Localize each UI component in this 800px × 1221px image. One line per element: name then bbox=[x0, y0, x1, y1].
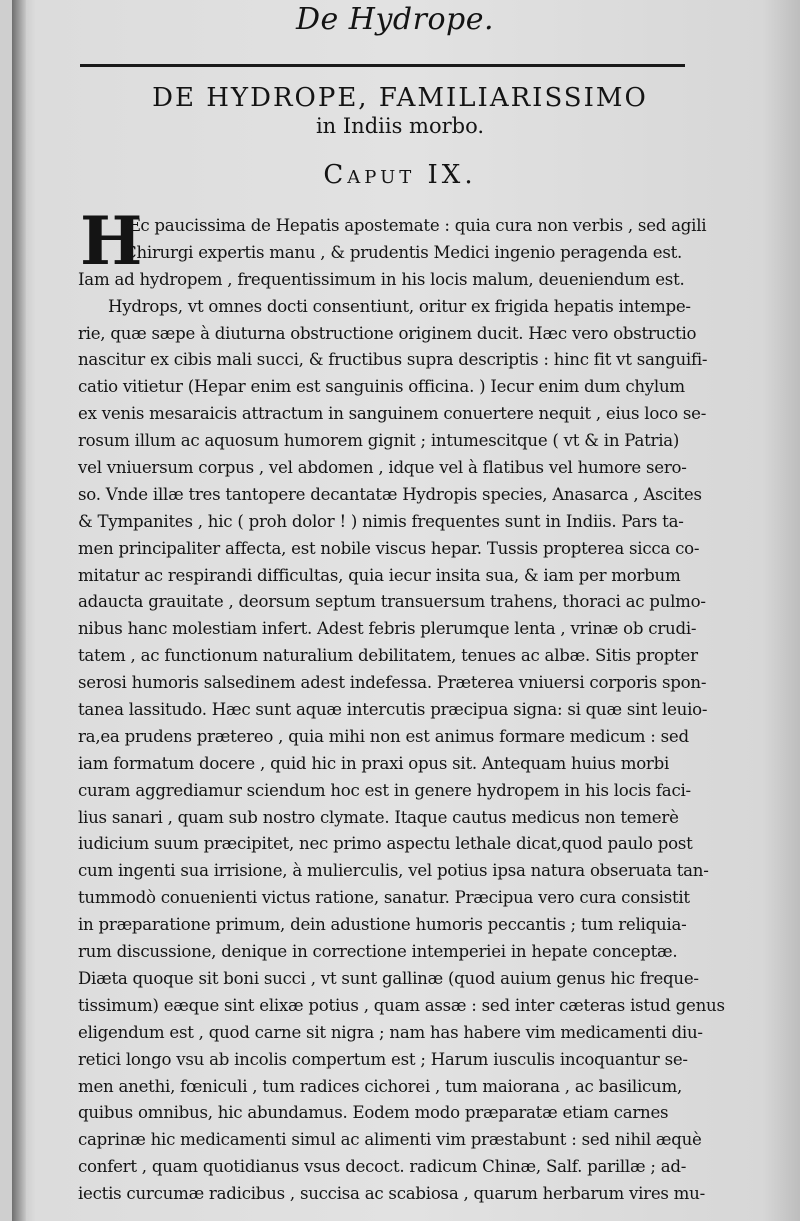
text-line: Hydrops, vt omnes docti consentiunt, oritur ex frigida hepatis intempe- bbox=[108, 296, 691, 316]
text-line: confert , quam quotidianus vsus decoct. radicum Chinæ, Salf. parillæ ; ad- bbox=[78, 1157, 687, 1177]
text-line: cum ingenti sua irrisione, à mulierculis, vel potius ipsa natura obseruata tan- bbox=[78, 861, 709, 881]
running-head: De Hydrope. bbox=[295, 2, 495, 37]
text-line: nibus hanc molestiam infert. Adest febris plerumque lenta , vrinæ ob crudi- bbox=[78, 619, 697, 639]
text-line: vel vniuersum corpus , vel abdomen , idque vel à flatibus vel humore sero- bbox=[78, 458, 687, 478]
header-rule bbox=[80, 64, 685, 67]
text-line: serosi humoris salsedinem adest indefessa. Præterea vniuersi corporis spon- bbox=[78, 673, 707, 693]
text-line: so. Vnde illæ tres tantopere decantatæ Hydropis species, Anasarca , Ascites bbox=[78, 484, 702, 504]
text-line: tummodò conuenienti victus ratione, sanatur. Præcipua vero cura consistit bbox=[78, 888, 690, 908]
chapter-title: DE HYDROPE, FAMILIARISSIMO bbox=[152, 83, 648, 113]
text-line: tissimum) eæque sint elixæ potius , quam assæ : sed inter cæteras istud genus bbox=[78, 995, 725, 1015]
text-line: Chirurgi expertis manu , & prudentis Medici ingenio peragenda est. bbox=[124, 242, 683, 262]
text-line: caprinæ hic medicamenti simul ac alimenti vim præstabunt : sed nihil æquè bbox=[78, 1130, 702, 1150]
text-line: & Tympanites , hic ( proh dolor ! ) nimis frequentes sunt in Indiis. Pars ta- bbox=[78, 511, 684, 531]
text-line: ra,ea prudens prætereo , quia mihi non est animus formare medicum : sed bbox=[78, 726, 689, 746]
text-line: adaucta grauitate , deorsum septum transuersum trahens, thoraci ac pulmo- bbox=[78, 592, 706, 612]
text-line: tanea lassitudo. Hæc sunt aquæ intercutis præcipua signa: si quæ sint leuio- bbox=[78, 700, 708, 720]
text-line: mitatur ac respirandi difficultas, quia iecur insita sua, & iam per morbum bbox=[78, 565, 681, 585]
text-line: quibus omnibus, hic abundamus. Eodem modo præparatæ etiam carnes bbox=[78, 1103, 669, 1123]
text-line: tatem , ac functionum naturalium debilitatem, tenues ac albæ. Sitis propter bbox=[78, 646, 698, 666]
text-line: lius sanari , quam sub nostro clymate. Itaque cautus medicus non temerè bbox=[78, 807, 679, 827]
text-line: in præparatione primum, dein adustione humoris peccantis ; tum reliquia- bbox=[78, 915, 687, 935]
text-line: Iam ad hydropem , frequentissimum in his locis malum, deueniendum est. bbox=[78, 269, 685, 289]
text-line: rosum illum ac aquosum humorem gignit ; intumescitque ( vt & in Patria) bbox=[78, 431, 680, 451]
text-line: iam formatum docere , quid hic in praxi opus sit. Antequam huius morbi bbox=[78, 753, 670, 773]
text-line: rie, quæ sæpe à diuturna obstructione originem ducit. Hæc vero obstructio bbox=[78, 323, 697, 343]
text-line: iudicium suum præcipitet, nec primo aspectu lethale dicat,quod paulo post bbox=[78, 834, 693, 854]
text-line: curam aggrediamur sciendum hoc est in genere hydropem in his locis faci- bbox=[78, 780, 691, 800]
text-line: men principaliter affecta, est nobile viscus hepar. Tussis propterea sicca co- bbox=[78, 538, 700, 558]
drop-cap: H bbox=[80, 202, 143, 280]
text-line: rum discussione, denique in correctione intemperiei in hepate conceptæ. bbox=[78, 942, 678, 962]
text-line: Æc paucissima de Hepatis apostemate : quia cura non verbis , sed agili bbox=[124, 216, 707, 235]
chapter-subtitle: in Indiis morbo. bbox=[315, 114, 485, 138]
text-line: iectis curcumæ radicibus , succisa ac scabiosa , quarum herbarum vires mu- bbox=[78, 1184, 705, 1204]
text-line: men anethi, fœniculi , tum radices cichorei , tum maiorana , ac basilicum, bbox=[78, 1076, 682, 1096]
text-line: ex venis mesaraicis attractum in sanguinem conuertere nequit , eius loco se- bbox=[78, 404, 707, 424]
text-line: nascitur ex cibis mali succi, & fructibus supra descriptis : hinc fit vt sanguifi- bbox=[78, 350, 708, 370]
text-line: catio vitietur (Hepar enim est sanguinis officina. ) Iecur enim dum chylum bbox=[78, 377, 685, 397]
text-line: Diæta quoque sit boni succi , vt sunt gallinæ (quod auium genus hic freque- bbox=[78, 968, 699, 988]
text-line: retici longo vsu ab incolis compertum est ; Harum iusculis incoquantur se- bbox=[78, 1049, 688, 1069]
chapter-number: Caput IX. bbox=[323, 160, 477, 190]
text-line: eligendum est , quod carne sit nigra ; nam has habere vim medicamenti diu- bbox=[78, 1022, 703, 1042]
body-text bbox=[78, 213, 768, 1208]
